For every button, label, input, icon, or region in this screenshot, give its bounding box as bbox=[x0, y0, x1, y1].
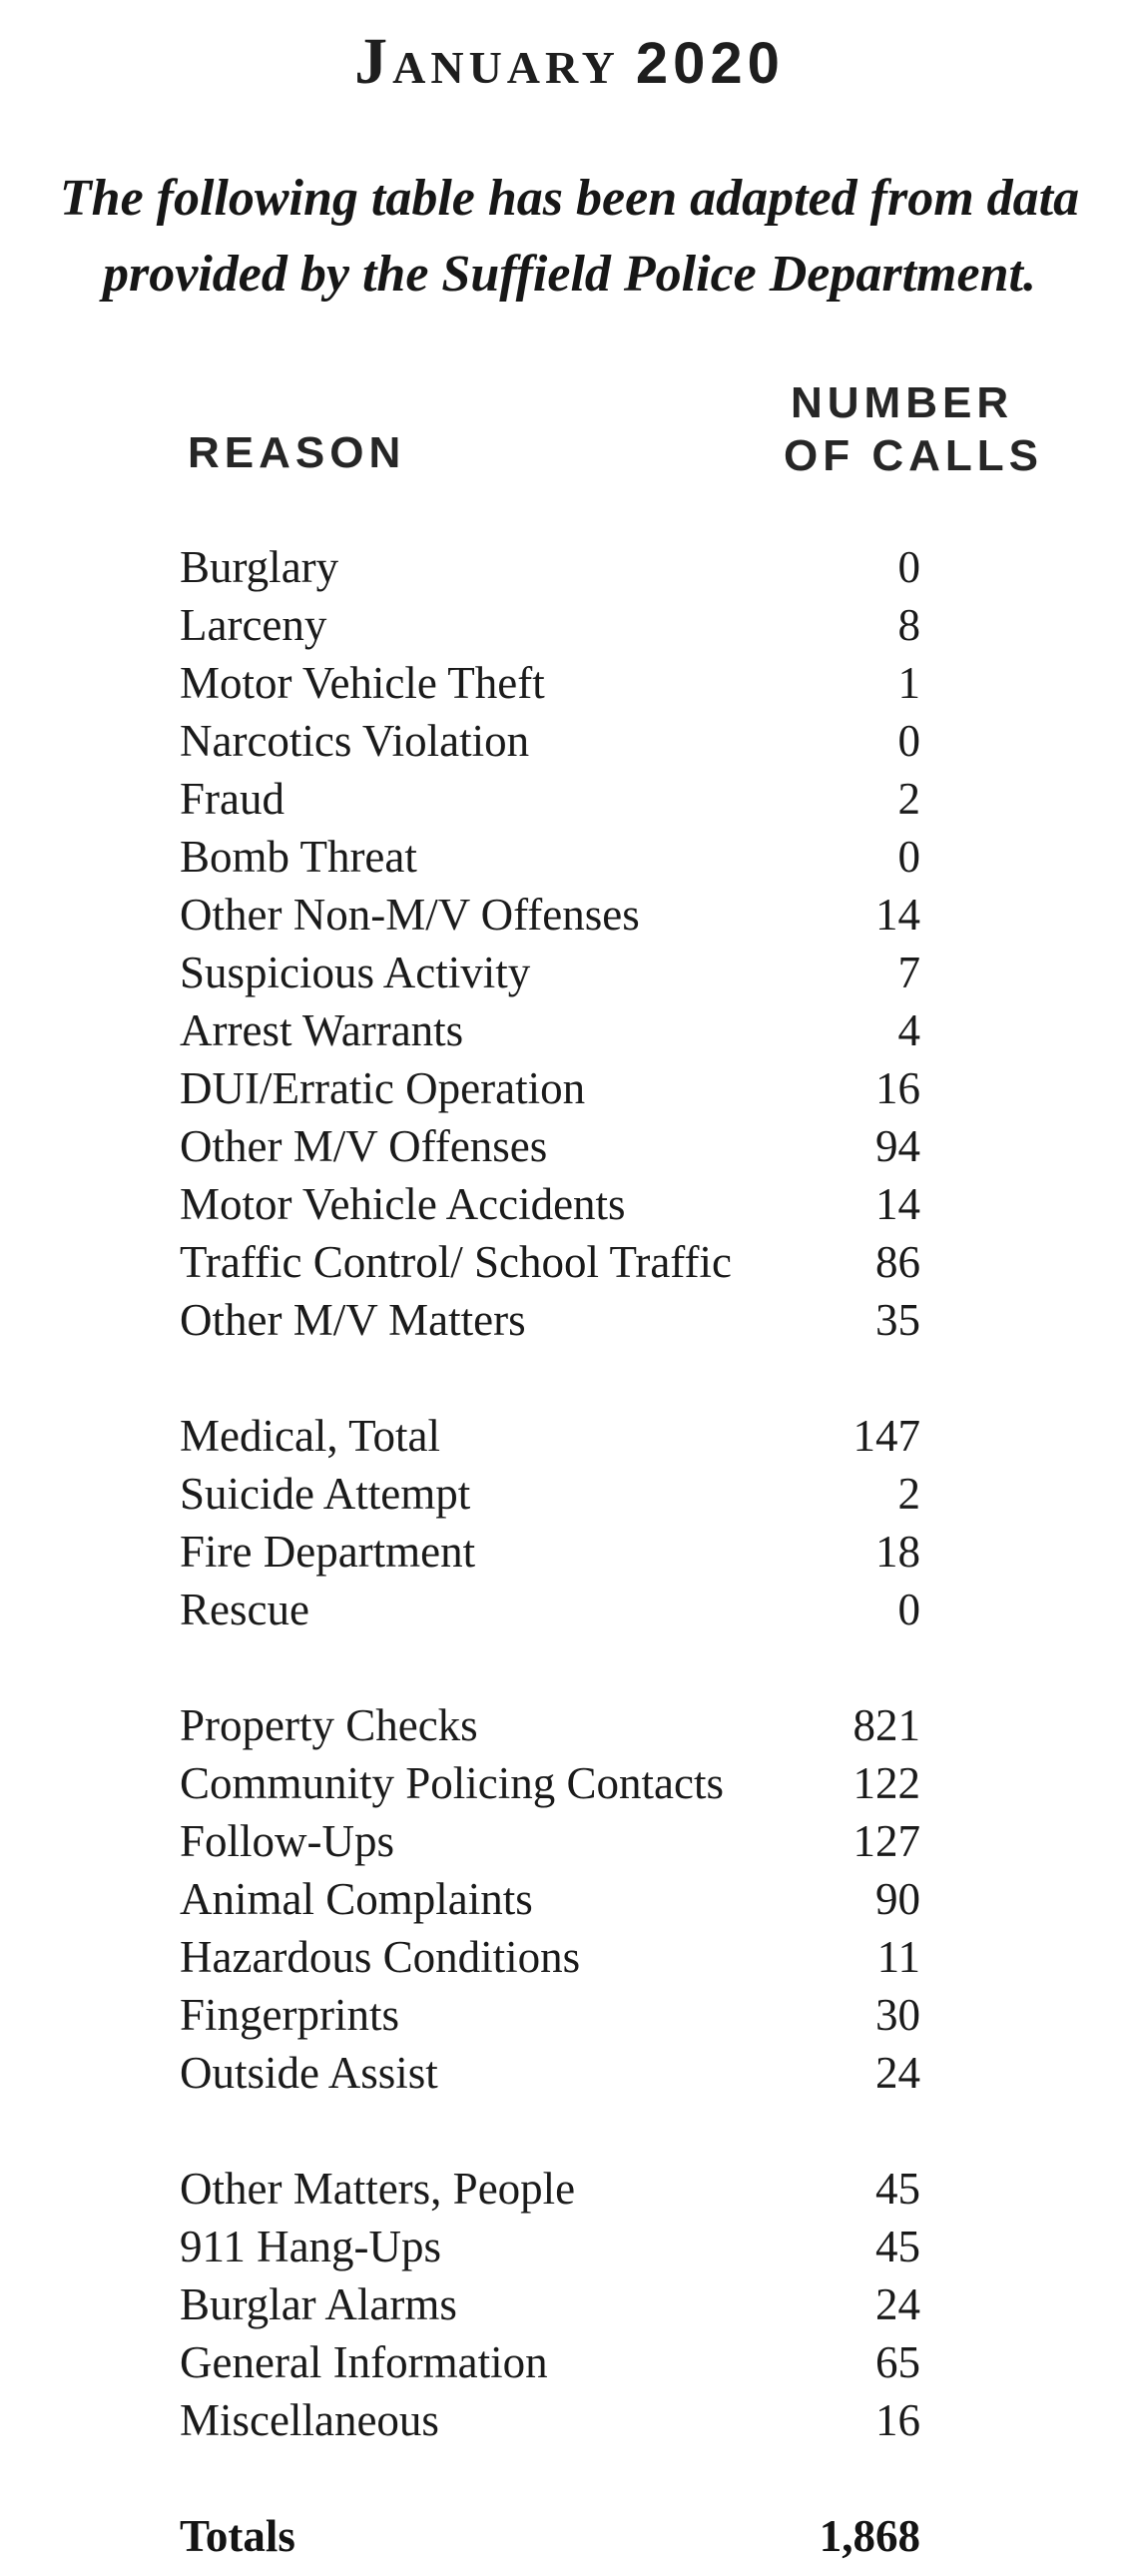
row-reason-label: Follow-Ups bbox=[180, 1816, 395, 1866]
table-row bbox=[0, 886, 1139, 944]
row-calls-value: 2 bbox=[897, 774, 920, 824]
row-calls-value: 1 bbox=[897, 658, 920, 708]
row-reason-label: Suicide Attempt bbox=[180, 1469, 471, 1519]
table-row bbox=[0, 712, 1139, 770]
row-reason-label: Burglar Alarms bbox=[180, 2279, 457, 2329]
row-calls-value: 35 bbox=[875, 1295, 920, 1345]
row-calls-value: 90 bbox=[875, 1874, 920, 1924]
table-row bbox=[0, 1754, 1139, 1812]
intro-paragraph bbox=[0, 161, 1139, 313]
row-calls-value: 0 bbox=[897, 542, 920, 592]
row-reason-label: Other Non-M/V Offenses bbox=[180, 890, 640, 940]
table-row bbox=[0, 1175, 1139, 1233]
row-calls-value: 16 bbox=[875, 2395, 920, 2445]
row-calls-value: 30 bbox=[875, 1990, 920, 2040]
row-calls-value: 0 bbox=[897, 716, 920, 766]
table-row bbox=[0, 1117, 1139, 1175]
table-row bbox=[0, 1001, 1139, 1059]
row-calls-value: 2 bbox=[897, 1469, 920, 1519]
table-row bbox=[0, 1696, 1139, 1754]
row-reason-label: Other Matters, People bbox=[180, 2164, 576, 2214]
table-row bbox=[0, 1581, 1139, 1638]
page-title bbox=[0, 26, 1139, 115]
row-calls-value: 122 bbox=[853, 1758, 920, 1808]
header-number-line1: NUMBER bbox=[791, 378, 1014, 427]
row-reason-label: Other M/V Offenses bbox=[180, 1121, 548, 1171]
table-row bbox=[0, 2044, 1139, 2102]
row-calls-value: 24 bbox=[875, 2279, 920, 2329]
row-reason-label: Fingerprints bbox=[180, 1990, 399, 2040]
table-row bbox=[0, 944, 1139, 1001]
header-reason: REASON bbox=[188, 428, 406, 477]
row-reason-label: General Information bbox=[180, 2337, 548, 2387]
row-reason-label: Hazardous Conditions bbox=[180, 1932, 581, 1982]
title-month: January bbox=[354, 25, 620, 98]
row-calls-value: 45 bbox=[875, 2164, 920, 2214]
row-reason-label: Narcotics Violation bbox=[180, 716, 530, 766]
row-reason-label: Motor Vehicle Accidents bbox=[180, 1179, 626, 1229]
table-row bbox=[0, 770, 1139, 828]
totals-row bbox=[0, 2507, 1139, 2565]
table-section-1 bbox=[0, 538, 1139, 1349]
row-reason-label: Rescue bbox=[180, 1585, 309, 1634]
row-calls-value: 16 bbox=[875, 1063, 920, 1113]
row-calls-value: 94 bbox=[875, 1121, 920, 1171]
row-calls-value: 8 bbox=[897, 600, 920, 650]
table-header bbox=[0, 376, 1139, 482]
table-row bbox=[0, 596, 1139, 654]
section-gap bbox=[0, 2449, 1139, 2507]
row-calls-value: 24 bbox=[875, 2048, 920, 2098]
table-row bbox=[0, 2333, 1139, 2391]
table-row bbox=[0, 1928, 1139, 1986]
row-reason-label: Fraud bbox=[180, 774, 285, 824]
row-calls-value: 821 bbox=[853, 1700, 920, 1750]
totals-value: 1,868 bbox=[819, 2511, 920, 2561]
row-reason-label: Animal Complaints bbox=[180, 1874, 533, 1924]
table-section-4 bbox=[0, 2160, 1139, 2449]
row-calls-value: 0 bbox=[897, 1585, 920, 1634]
table-row bbox=[0, 1986, 1139, 2044]
table-row bbox=[0, 1523, 1139, 1581]
row-reason-label: Arrest Warrants bbox=[180, 1005, 464, 1055]
row-reason-label: Larceny bbox=[180, 600, 327, 650]
table-row bbox=[0, 1233, 1139, 1291]
table-row bbox=[0, 1465, 1139, 1523]
row-calls-value: 65 bbox=[875, 2337, 920, 2387]
totals-label: Totals bbox=[180, 2511, 295, 2561]
table-row bbox=[0, 538, 1139, 596]
intro-line-1: The following table has been adapted from data bbox=[59, 170, 1080, 227]
row-reason-label: 911 Hang-Ups bbox=[180, 2222, 442, 2271]
row-calls-value: 14 bbox=[875, 890, 920, 940]
table-row bbox=[0, 1870, 1139, 1928]
intro-line-2: provided by the Suffield Police Department. bbox=[103, 246, 1036, 303]
row-calls-value: 4 bbox=[897, 1005, 920, 1055]
row-reason-label: Outside Assist bbox=[180, 2048, 438, 2098]
row-calls-value: 7 bbox=[897, 948, 920, 997]
title-year: 2020 bbox=[635, 31, 785, 96]
row-calls-value: 127 bbox=[853, 1816, 920, 1866]
row-calls-value: 14 bbox=[875, 1179, 920, 1229]
table-row bbox=[0, 2275, 1139, 2333]
table-row bbox=[0, 654, 1139, 712]
header-number-line2: OF CALLS bbox=[784, 431, 1043, 480]
row-reason-label: Suspicious Activity bbox=[180, 948, 531, 997]
row-reason-label: DUI/Erratic Operation bbox=[180, 1063, 586, 1113]
row-reason-label: Bomb Threat bbox=[180, 832, 417, 882]
table-row bbox=[0, 1059, 1139, 1117]
row-calls-value: 147 bbox=[853, 1411, 920, 1461]
row-reason-label: Miscellaneous bbox=[180, 2395, 439, 2445]
table-row bbox=[0, 828, 1139, 886]
row-reason-label: Traffic Control/ School Traffic bbox=[180, 1237, 732, 1287]
table-row bbox=[0, 1812, 1139, 1870]
calls-table bbox=[0, 538, 1139, 2565]
header-number-of-calls bbox=[784, 376, 1043, 482]
row-reason-label: Medical, Total bbox=[180, 1411, 440, 1461]
table-row bbox=[0, 1291, 1139, 1349]
row-calls-value: 18 bbox=[875, 1527, 920, 1577]
row-calls-value: 86 bbox=[875, 1237, 920, 1287]
row-reason-label: Community Policing Contacts bbox=[180, 1758, 725, 1808]
row-calls-value: 11 bbox=[876, 1932, 920, 1982]
table-row bbox=[0, 1407, 1139, 1465]
section-gap bbox=[0, 1349, 1139, 1407]
section-gap bbox=[0, 1638, 1139, 1696]
row-calls-value: 45 bbox=[875, 2222, 920, 2271]
table-section-3 bbox=[0, 1696, 1139, 2102]
table-row bbox=[0, 2218, 1139, 2275]
table-row bbox=[0, 2160, 1139, 2218]
row-reason-label: Fire Department bbox=[180, 1527, 476, 1577]
row-reason-label: Other M/V Matters bbox=[180, 1295, 526, 1345]
section-gap bbox=[0, 2102, 1139, 2160]
row-reason-label: Burglary bbox=[180, 542, 339, 592]
table-section-2 bbox=[0, 1407, 1139, 1638]
row-calls-value: 0 bbox=[897, 832, 920, 882]
table-row bbox=[0, 2391, 1139, 2449]
row-reason-label: Property Checks bbox=[180, 1700, 478, 1750]
row-reason-label: Motor Vehicle Theft bbox=[180, 658, 545, 708]
